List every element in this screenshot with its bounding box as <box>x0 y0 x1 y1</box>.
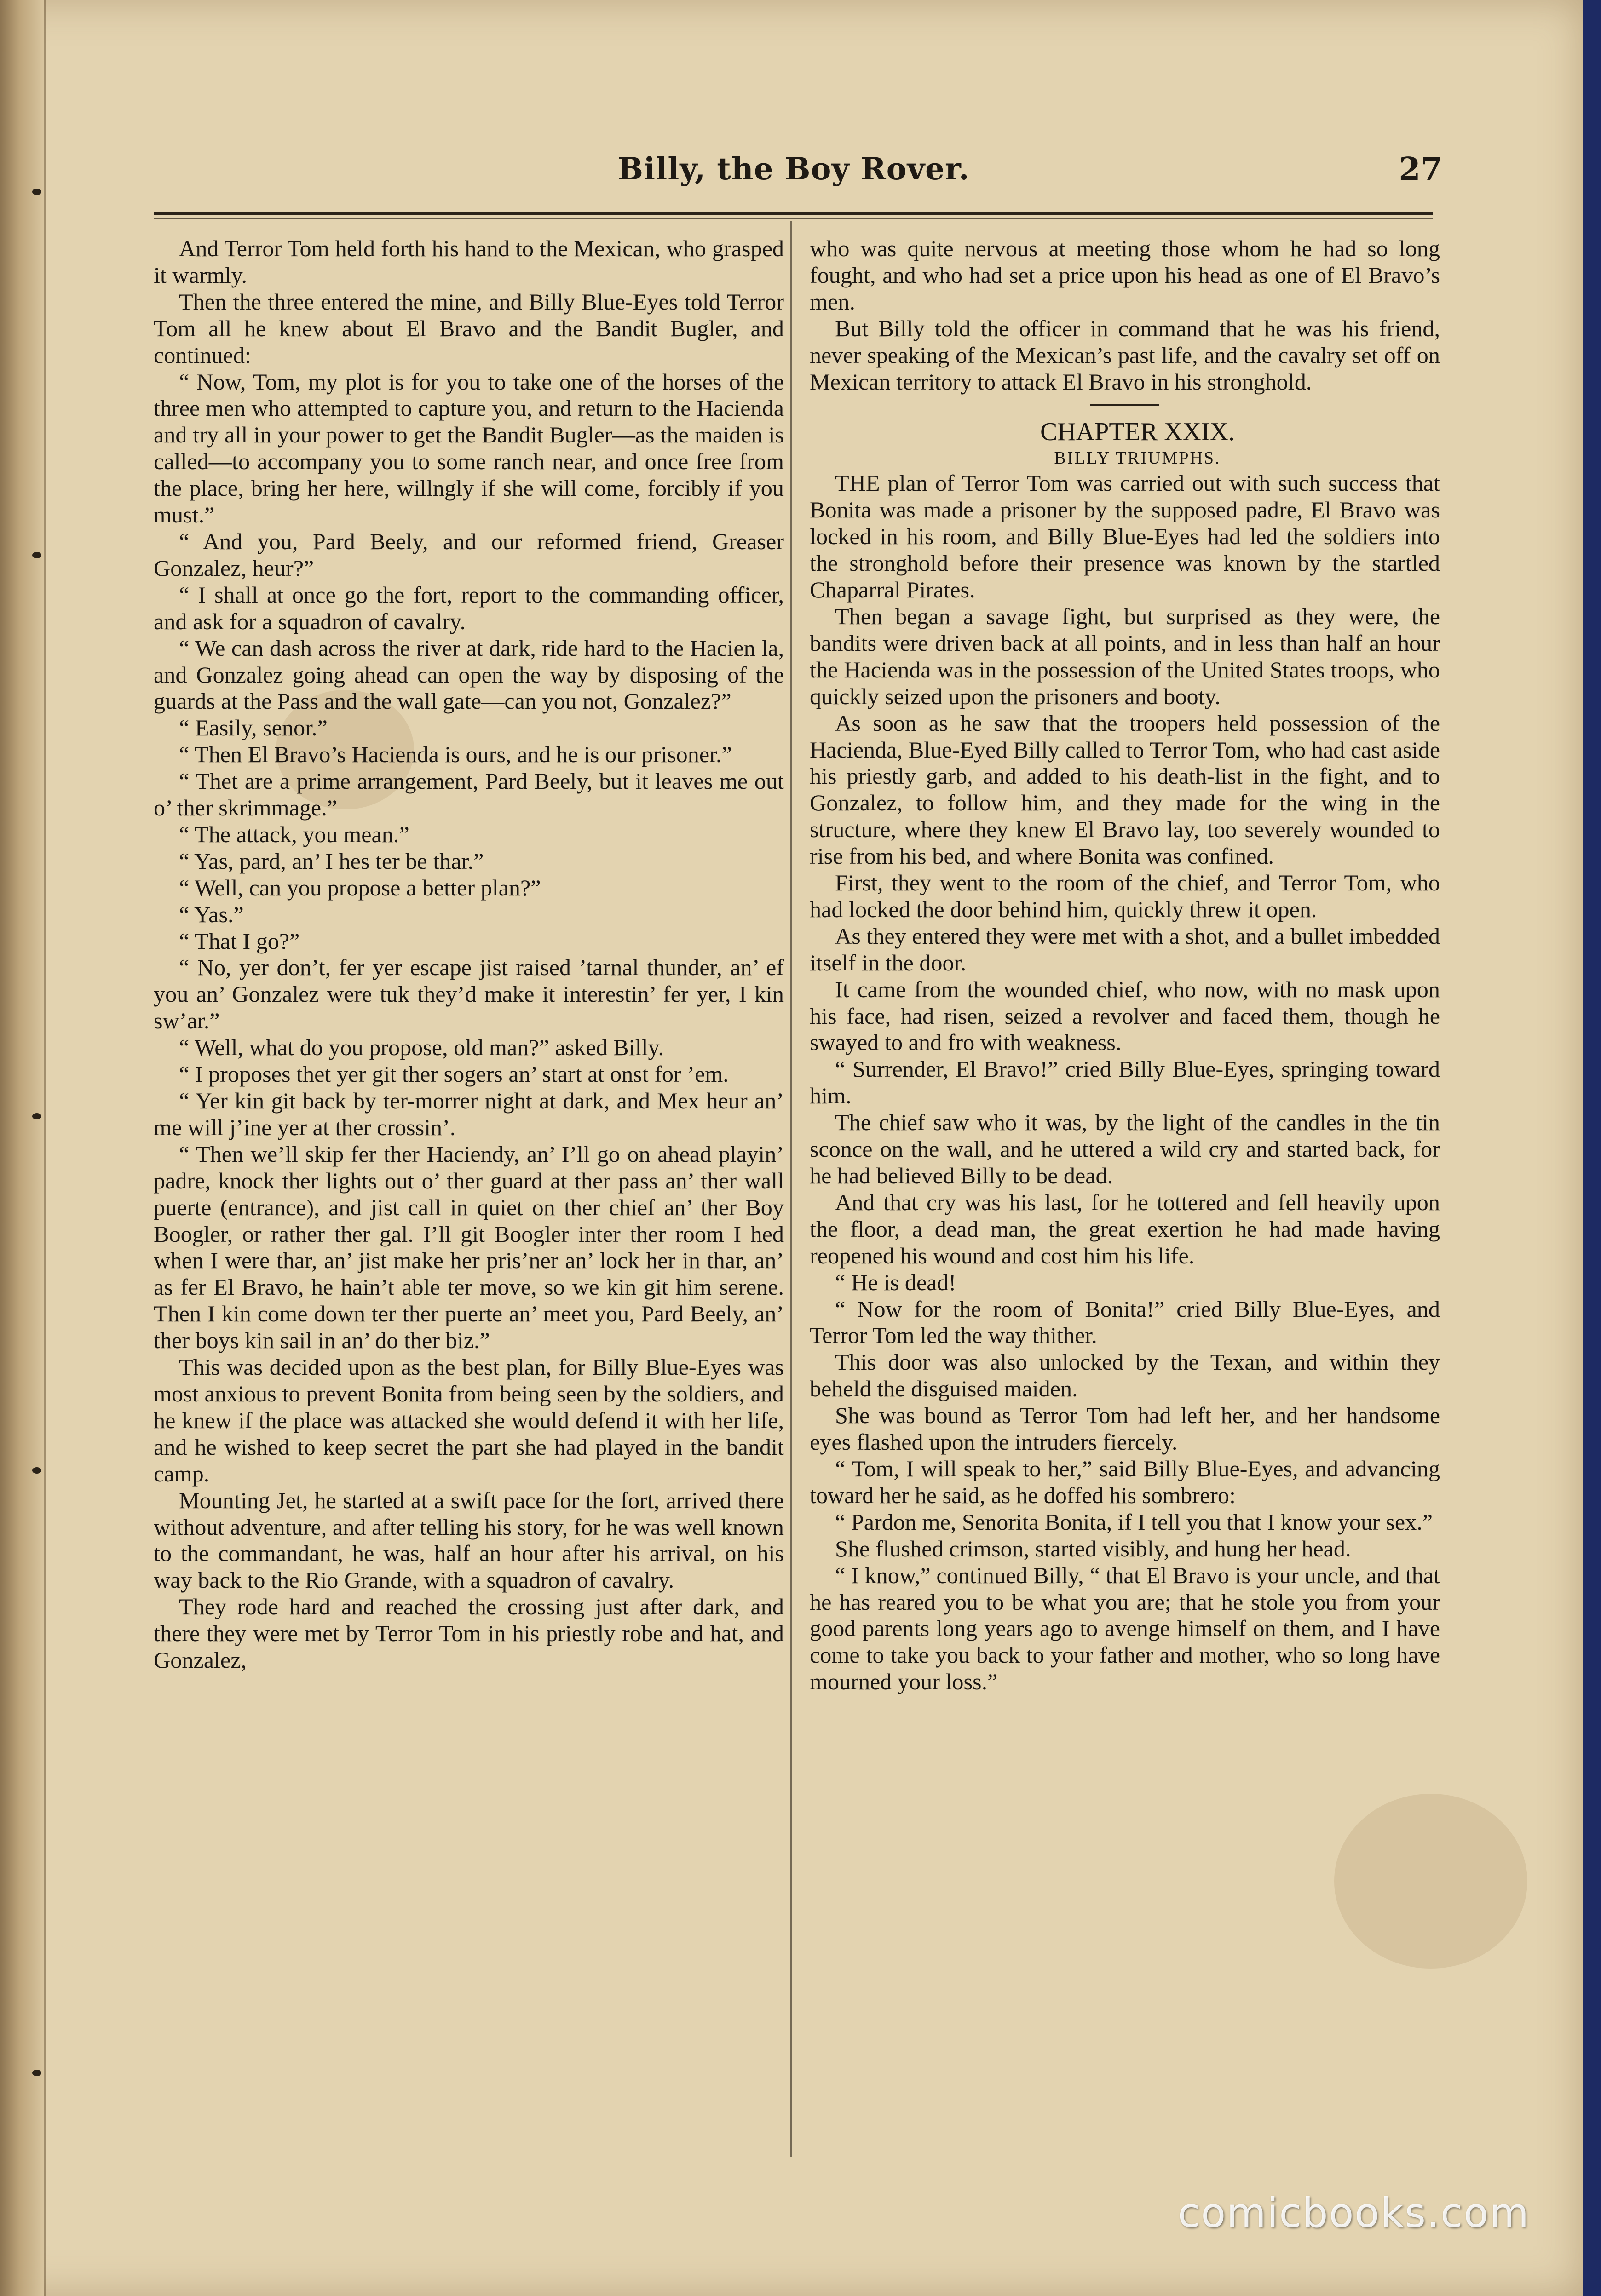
binding-hole <box>32 1467 41 1474</box>
page-number: 27 <box>1399 151 1442 188</box>
paragraph: Mounting Jet, he started at a swift pace for the fort, arrived there without adventure, and after telling his story, for he was well known to the commandant, he was, half an hour after his arrival, on his way back to the Rio Grande, with a squadron of cavalry. <box>154 1487 784 1593</box>
paragraph: “ No, yer don’t, fer yer escape jist raised ’tarnal thunder, an’ ef you an’ Gonzalez were tuk they’d make it interestin’ fer yer, I kin sw’ar.” <box>154 954 784 1034</box>
paragraph: As they entered they were met with a shot, and a bullet imbedded itself in the door. <box>810 923 1440 976</box>
paragraph: “ He is dead! <box>835 1269 956 1295</box>
watermark: comicbooks.com <box>1178 2189 1530 2237</box>
running-title: Billy, the Boy Rover. <box>617 151 970 187</box>
paragraph: “ Yas, pard, an’ I hes ter be thar.” <box>179 848 484 874</box>
paragraph: “ I proposes thet yer git ther sogers an’ start at onst for ’em. <box>179 1061 729 1087</box>
paragraph: “ The attack, you mean.” <box>179 821 409 847</box>
paper-stain <box>1334 1794 1527 1969</box>
paragraph: “ Pardon me, Senorita Bonita, if I tell you that I know your sex.” <box>835 1509 1433 1535</box>
paragraph: “ And you, Pard Beely, and our reformed friend, Greaser Gonzalez, heur?” <box>154 528 784 581</box>
chapter-subtitle: BILLY TRIUMPHS. <box>1054 448 1221 468</box>
paragraph: “ Then we’ll skip fer ther Haciendy, an’ I’ll go on ahead playin’ padre, knock ther lights out o’ ther guard at ther pass an’ ther wall puerte (entrance), and jist call in quiet on ther chief an’ ther Boy Boogler, or rather ther gal. I’ll git Boogler inter ther room I hed when I were thar, an’ jist make her pris’ner an’ lock her in thar, an’ as fer El Bravo, he hain’t able ter move, so we kin git him serene. Then I kin come down ter ther puerte an’ meet you, Pard Beely, an’ ther boys kin sail in an’ do ther biz.” <box>154 1141 784 1354</box>
header-rule-thin <box>154 218 1433 219</box>
paragraph: “ Easily, senor.” <box>179 715 328 741</box>
paragraph: “ Surrender, El Bravo!” cried Billy Blue-Eyes, springing toward him. <box>810 1056 1440 1109</box>
paragraph: First, they went to the room of the chief, and Terror Tom, who had locked the door behind him, quickly threw it open. <box>810 870 1440 922</box>
paragraph: “ Well, can you propose a better plan?” <box>179 874 541 901</box>
paragraph: It came from the wounded chief, who now, with no mask upon his face, had risen, seized a revolver and faced them, though he swayed to and fro with weakness. <box>810 976 1440 1056</box>
paragraph: “ That I go?” <box>179 928 300 954</box>
chapter-rule <box>1090 404 1159 406</box>
paragraph: She was bound as Terror Tom had left her, and her handsome eyes flashed upon the intruders fiercely. <box>810 1402 1440 1455</box>
binding-hole <box>32 552 41 558</box>
paragraph: “ I know,” continued Billy, “ that El Bravo is your uncle, and that he has reared you to be what you are; that he stole you from your good parents long years ago to avenge himself on them, and I have come to take you back to your father and mother, who so long have mourned your loss.” <box>810 1562 1440 1695</box>
paragraph: “ I shall at once go the fort, report to the commanding officer, and ask for a squadron of cavalry. <box>154 581 784 634</box>
paragraph: This door was also unlocked by the Texan, and within they beheld the disguised maiden. <box>810 1349 1440 1402</box>
paragraph: And Terror Tom held forth his hand to the Mexican, who grasped it warmly. <box>154 235 784 288</box>
paragraph: Then began a savage fight, but surprised as they were, the bandits were driven back at all points, and in less than half an hour the Hacienda was in the possession of the United States troops, who quickly seized upon the prisoners and booty. <box>810 603 1440 709</box>
paragraph: “ Thet are a prime arrangement, Pard Beely, but it leaves me out o’ ther skrimmage.” <box>154 768 784 821</box>
paragraph: They rode hard and reached the crossing just after dark, and there they were met by Terror Tom in his priestly robe and hat, and Gonzalez, <box>154 1594 784 1673</box>
binding-hole <box>32 2070 41 2076</box>
paragraph: THE plan of Terror Tom was carried out with such success that Bonita was made a prisoner by the supposed padre, El Bravo was locked in his room, and Billy Blue-Eyes had led the soldiers into the stronghold before their presence was known by the startled Chaparral Pirates. <box>810 470 1440 603</box>
spine-edge <box>44 0 46 2296</box>
paragraph: “ Well, what do you propose, old man?” asked Billy. <box>179 1034 664 1061</box>
paragraph: She flushed crimson, started visibly, and hung her head. <box>835 1535 1351 1561</box>
right-column <box>810 235 1440 1695</box>
column-divider <box>790 221 792 2157</box>
paragraph: “ Now for the room of Bonita!” cried Billy Blue-Eyes, and Terror Tom led the way thither. <box>810 1296 1440 1349</box>
paragraph: “ Then El Bravo’s Hacienda is ours, and he is our prisoner.” <box>179 741 732 768</box>
paragraph: “ We can dash across the river at dark, ride hard to the Hacien la, and Gonzalez going ahead can open the way by disposing of the guards at the Pass and the wall gate—can you not, Gonzalez?” <box>154 635 784 714</box>
paragraph: But Billy told the officer in command that he was his friend, never speaking of the Mexican’s past life, and the cavalry set off on Mexican territory to attack El Bravo in his stronghold. <box>810 315 1440 395</box>
header-rule <box>154 212 1433 215</box>
paragraph: This was decided upon as the best plan, for Billy Blue-Eyes was most anxious to prevent Bonita from being seen by the soldiers, and he knew if the place was attacked she would defend it with her life, and he wished to keep secret the part she had played in the bandit camp. <box>154 1354 784 1487</box>
left-column <box>154 235 784 1674</box>
binding-hole <box>32 189 41 195</box>
binding-hole <box>32 1113 41 1119</box>
paragraph: And that cry was his last, for he tottered and fell heavily upon the floor, a dead man, the great exertion he had made having reopened his wound and cost him his life. <box>810 1189 1440 1269</box>
paragraph: The chief saw who it was, by the light of the candles in the tin sconce on the wall, and he uttered a wild cry and started back, for he had believed Billy to be dead. <box>810 1109 1440 1188</box>
paragraph: who was quite nervous at meeting those whom he had so long fought, and who had set a price upon his head as one of El Bravo’s men. <box>810 235 1440 315</box>
paragraph: “ Now, Tom, my plot is for you to take one of the horses of the three men who attempted to capture you, and return to the Hacienda and try all in your power to get the Bandit Bugler—as the maiden is called—to accompany you to some ranch near, and once free from the place, bring her here, willngly if she will come, forcibly if you must.” <box>154 368 784 528</box>
page-spine <box>0 0 44 2296</box>
paragraph: As soon as he saw that the troopers held possession of the Hacienda, Blue-Eyed Billy called to Terror Tom, who had cast aside his priestly garb, and added to his death-list in the fight, and to Gonzalez, to follow him, and they made for the wing in the structure, where they knew El Bravo lay, too severely wounded to rise from his bed, and where Bonita was confined. <box>810 710 1440 869</box>
paragraph: Then the three entered the mine, and Billy Blue-Eyes told Terror Tom all he knew about El Bravo and the Bandit Bugler, and continued: <box>154 288 784 368</box>
chapter-title: CHAPTER XXIX. <box>1040 418 1235 447</box>
paragraph: “ Yas.” <box>179 901 244 927</box>
paragraph: “ Yer kin git back by ter-morrer night at dark, and Mex heur an’ me will j’ine yer at ther crossin’. <box>154 1088 784 1140</box>
paragraph: “ Tom, I will speak to her,” said Billy Blue-Eyes, and advancing toward her he said, as he doffed his sombrero: <box>810 1455 1440 1508</box>
running-header <box>154 151 1442 201</box>
